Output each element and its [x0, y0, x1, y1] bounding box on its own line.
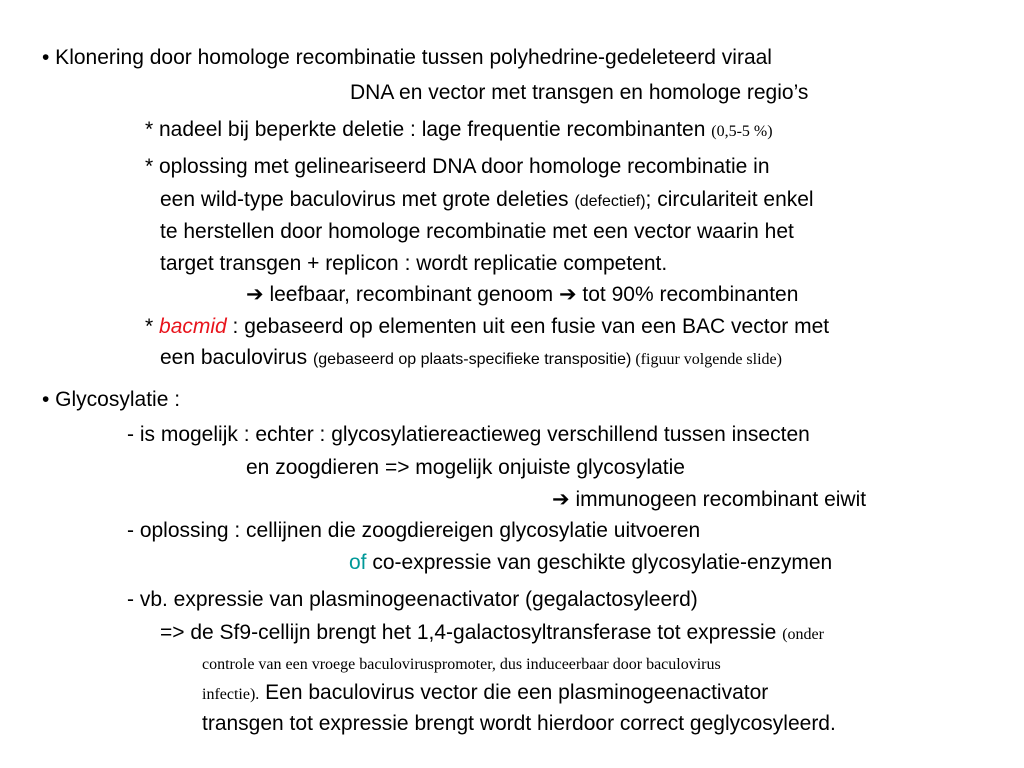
glyco-solution-line: - oplossing : cellijnen die zoogdiereigen glycosylatie uitvoeren	[127, 519, 701, 542]
arrow-right-icon: ➔	[552, 488, 570, 511]
result-line: ➔ leefbaar, recombinant genoom ➔ tot 90% recombinanten	[246, 283, 799, 306]
example-line: - vb. expressie van plasminogeenactivator (gegalactosyleerd)	[127, 588, 698, 611]
glyco-mammals-line: en zoogdieren => mogelijk onjuiste glycosylatie	[246, 456, 685, 479]
solution-line-3: te herstellen door homologe recombinatie met een vector waarin het	[160, 220, 794, 243]
defective-note: (defectief)	[574, 193, 646, 210]
immunogenic-line: ➔ immunogeen recombinant eiwit	[552, 488, 867, 511]
solution-line-4: target transgen + replicon : wordt replicatie competent.	[160, 252, 668, 275]
figure-reference: (figuur volgende slide)	[631, 351, 782, 368]
sf9-line-4: transgen tot expressie brengt wordt hierdoor correct geglycosyleerd.	[202, 712, 836, 735]
glyco-possible-line: - is mogelijk : echter : glycosylatiereactieweg verschillend tussen insecten	[127, 423, 810, 446]
bullet-cloning: • Klonering door homologe recombinatie tussen polyhedrine-gedeleteerd viraal	[42, 46, 772, 69]
bacmid-line-1: * bacmid : gebaseerd op elementen uit een fusie van een BAC vector met	[145, 315, 830, 338]
disadvantage-line: * nadeel bij beperkte deletie : lage frequentie recombinanten (0,5-5 %)	[145, 118, 773, 141]
bullet-glycosylation: • Glycosylatie :	[42, 388, 181, 411]
bacmid-line-2: een baculovirus (gebaseerd op plaats-specifieke transpositie) (figuur volgende slide)	[160, 346, 782, 369]
transposition-note: (gebaseerd op plaats-specifieke transpositie)	[312, 351, 632, 368]
or-word: of	[349, 551, 367, 574]
solution-line-1: * oplossing met gelineariseerd DNA door homologe recombinatie in	[145, 155, 770, 178]
frequency-note: (0,5-5 %)	[711, 123, 773, 140]
solution-line-2: een wild-type baculovirus met grote deleties (defectief); circulariteit enkel	[160, 188, 814, 211]
sf9-line-1: => de Sf9-cellijn brengt het 1,4-galactosyltransferase tot expressie (onder	[160, 621, 824, 644]
sf9-line-2: controle van een vroege baculoviruspromoter, dus induceerbaar door baculovirus	[202, 656, 721, 673]
arrow-right-icon: ➔	[558, 283, 577, 306]
cloning-line-2: DNA en vector met transgen en homologe regio’s	[350, 81, 809, 104]
coexpression-line: of co-expressie van geschikte glycosylatie-enzymen	[349, 551, 833, 574]
arrow-right-icon: ➔	[246, 283, 264, 306]
bacmid-term: bacmid	[159, 315, 227, 338]
sf9-line-3: infectie). Een baculovirus vector die een plasminogeenactivator	[202, 681, 769, 704]
